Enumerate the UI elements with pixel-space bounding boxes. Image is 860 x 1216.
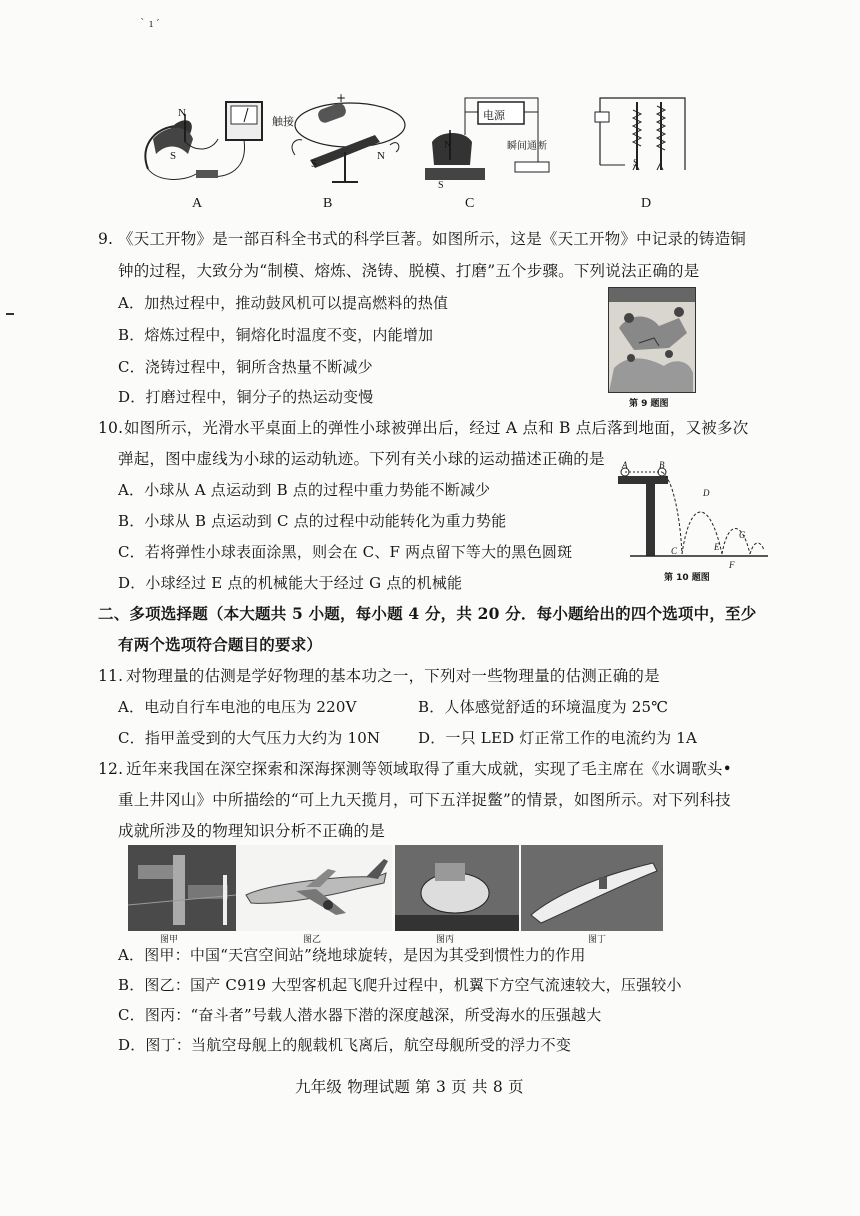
question-10-diagram — [610, 458, 770, 568]
figure-a-drawing — [138, 94, 268, 194]
scan-marks: ` ı ′ — [140, 17, 160, 30]
figure-c-pole-s: S — [438, 180, 444, 191]
figure-label-b: B — [323, 196, 333, 211]
question-9-illustration — [608, 287, 696, 393]
figure-c-power-label: 电源 — [483, 110, 505, 122]
question-12-stem-line3: 成就所涉及的物理知识分析不正确的是 — [118, 822, 385, 840]
figure-c-pole-n: N — [444, 139, 452, 151]
figure-b-pole-s: S — [311, 158, 318, 170]
page-footer: 九年级 物理试题 第 3 页 共 8 页 — [295, 1078, 524, 1096]
photo-yi-art — [236, 845, 392, 931]
figure-a-pole-s: S — [170, 150, 177, 162]
photo-bing-fendouzhe — [395, 845, 519, 931]
question-12-option-c: C．图丙：“奋斗者”号载人潜水器下潜的深度越深，所受海水的压强越大 — [118, 1006, 602, 1024]
margin-mark — [6, 313, 14, 315]
photo-jia-art — [128, 845, 236, 931]
question-11-option-c: C．指甲盖受到的大气压力大约为 10N — [118, 729, 381, 747]
question-9-option-a: A．加热过程中，推动鼓风机可以提高燃料的热值 — [118, 294, 449, 312]
question-10-option-c: C．若将弹性小球表面涂黑，则会在 C、F 两点留下等大的黑色圆斑 — [118, 543, 573, 561]
question-10-caption: 第 10 题图 — [664, 573, 710, 583]
figure-a-pole-n: N — [178, 107, 186, 119]
photo-yi-c919 — [236, 845, 392, 931]
photo-bing-art — [395, 845, 519, 931]
question-10-option-d: D．小球经过 E 点的机械能大于经过 G 点的机械能 — [118, 574, 463, 592]
question-10-point-a: A — [622, 460, 628, 470]
section-2-heading-line2: 有两个选项符合题目的要求） — [118, 635, 323, 654]
question-11-number: 11. — [98, 667, 124, 685]
figure-d-drawing — [585, 90, 695, 190]
question-11-option-b: B．人体感觉舒适的环境温度为 25℃ — [418, 698, 669, 716]
photo-caption-ding: 图丁 — [588, 935, 607, 945]
question-9-number: 9. — [98, 230, 114, 248]
question-10-option-b: B．小球从 B 点运动到 C 点的过程中动能转化为重力势能 — [118, 512, 507, 530]
question-10-stem-line2: 弹起，图中虚线为小球的运动轨迹。下列有关小球的运动描述正确的是 — [118, 450, 605, 468]
figure-label-d: D — [641, 196, 652, 211]
question-9-option-b: B．熔炼过程中，铜熔化时温度不变，内能增加 — [118, 326, 434, 344]
question-10-number: 10. — [98, 419, 124, 437]
question-9-stem-line1: 《天工开物》是一部百科全书式的科学巨著。如图所示，这是《天工开物》中记录的铸造铜 — [118, 230, 747, 248]
figure-d-pole-s: S — [633, 158, 639, 169]
figure-b-touch-label: 触接 — [272, 116, 294, 128]
question-10-option-a: A．小球从 A 点运动到 B 点的过程中重力势能不断减少 — [118, 481, 491, 499]
photo-jia-space-station — [128, 845, 236, 931]
question-11-option-d: D．一只 LED 灯正常工作的电流约为 1A — [418, 729, 698, 747]
question-9-option-c: C．浇铸过程中，铜所含热量不断减少 — [118, 358, 373, 376]
photo-caption-jia: 图甲 — [160, 935, 179, 945]
question-11-option-a: A．电动自行车电池的电压为 220V — [118, 698, 357, 716]
question-10-stem-line1: 如图所示，光滑水平桌面上的弹性小球被弹出后，经过 A 点和 B 点后落到地面，又被多次 — [124, 419, 749, 437]
question-9-illustration-art — [609, 288, 695, 392]
section-2-heading-line1: 二、多项选择题（本大题共 5 小题，每小题 4 分，共 20 分．每小题给出的四个选项中，至少 — [98, 604, 757, 623]
figure-label-a: A — [192, 196, 203, 211]
question-11-stem: 对物理量的估测是学好物理的基本功之一，下列对一些物理量的估测正确的是 — [126, 667, 660, 685]
svg-text:+: + — [336, 91, 347, 105]
question-12-stem-line2: 重上井冈山》中所描绘的“可上九天揽月，可下五洋捉鳖”的情景，如图所示。对下列科技 — [118, 791, 731, 809]
figure-b-pole-n: N — [377, 150, 385, 162]
photo-ding-art — [521, 845, 663, 931]
figure-b-drawing — [290, 90, 410, 190]
question-12-option-b: B．图乙：国产 C919 大型客机起飞爬升过程中，机翼下方空气流速较大，压强较小 — [118, 976, 682, 994]
question-10-point-b: B — [659, 460, 665, 470]
question-12-option-d: D．图丁：当航空母舰上的舰载机飞离后，航空母舰所受的浮力不变 — [118, 1036, 572, 1054]
photo-ding-aircraft-carrier — [521, 845, 663, 931]
question-10-point-c: C — [671, 546, 678, 556]
question-10-point-f: F — [729, 560, 735, 570]
question-10-point-e: E — [714, 542, 720, 552]
question-12-number: 12. — [98, 760, 124, 778]
question-9-option-d: D．打磨过程中，铜分子的热运动变慢 — [118, 388, 374, 406]
question-12-option-a: A．图甲：中国“天宫空间站”绕地球旋转，是因为其受到惯性力的作用 — [118, 946, 586, 964]
question-9-stem-line2: 钟的过程，大致分为“制模、熔炼、浇铸、脱模、打磨”五个步骤。下列说法正确的是 — [118, 262, 700, 280]
photo-caption-bing: 图丙 — [436, 935, 455, 945]
figure-c-switch-label: 瞬间通断 — [507, 141, 547, 152]
question-10-point-g: G — [739, 530, 746, 540]
figure-label-c: C — [465, 196, 475, 211]
question-9-caption: 第 9 题图 — [629, 399, 669, 409]
photo-caption-yi: 图乙 — [303, 935, 322, 945]
question-12-stem-line1: 近年来我国在深空探索和深海探测等领域取得了重大成就，实现了毛主席在《水调歌头• — [126, 760, 732, 778]
question-10-point-d: D — [703, 488, 710, 498]
